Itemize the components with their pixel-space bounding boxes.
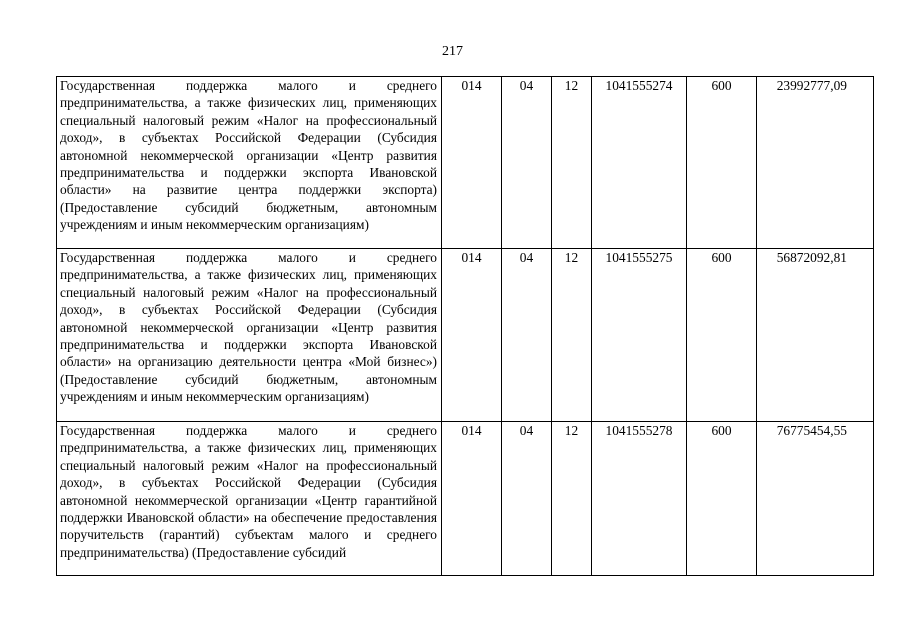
ministry-code: 014	[442, 249, 502, 422]
section-code: 04	[502, 422, 552, 576]
row-description: Государственная поддержка малого и среднего предпринимательства, а также физических лиц, применяющих специальный налоговый режим «Налог на профессиональный доход», в субъектах Российской Федерации (Субсидия автономной некоммерческой организации «Центр развития предпринимательства и поддержки экспорта Ивановской области» на развитие центра поддержки экспорта) (Предоставление субсидий бюджетным, автономным учреждениям и иным некоммерческим организациям)	[57, 77, 442, 249]
page-number: 217	[442, 44, 463, 59]
subsection-code: 12	[552, 249, 592, 422]
table-row	[57, 77, 874, 249]
ministry-code: 014	[442, 422, 502, 576]
target-article-code: 1041555278	[592, 422, 687, 576]
subsection-code: 12	[552, 77, 592, 249]
subsection-code: 12	[552, 422, 592, 576]
amount: 56872092,81	[757, 249, 874, 422]
row-description: Государственная поддержка малого и среднего предпринимательства, а также физических лиц, применяющих специальный налоговый режим «Налог на профессиональный доход», в субъектах Российской Федерации (Субсидия автономной некоммерческой организации «Центр развития предпринимательства и поддержки экспорта Ивановской области» на организацию деятельности центра «Мой бизнес») (Предоставление субсидий бюджетным, автономным учреждениям и иным некоммерческим организациям)	[57, 249, 442, 422]
table-row	[57, 422, 874, 576]
target-article-code: 1041555275	[592, 249, 687, 422]
section-code: 04	[502, 249, 552, 422]
budget-table	[56, 76, 874, 576]
expense-type-code: 600	[687, 249, 757, 422]
expense-type-code: 600	[687, 422, 757, 576]
table-row	[57, 249, 874, 422]
target-article-code: 1041555274	[592, 77, 687, 249]
row-description: Государственная поддержка малого и среднего предпринимательства, а также физических лиц, применяющих специальный налоговый режим «Налог на профессиональный доход», в субъектах Российской Федерации (Субсидия автономной некоммерческой организации «Центр гарантийной поддержки Ивановской области» на обеспечение предоставления поручительств (гарантий) субъектам малого и среднего предпринимательства) (Предоставление субсидий	[60, 423, 437, 560]
row-description-cell	[57, 422, 442, 576]
ministry-code: 014	[442, 77, 502, 249]
section-code: 04	[502, 77, 552, 249]
amount: 76775454,55	[757, 422, 874, 576]
amount: 23992777,09	[757, 77, 874, 249]
expense-type-code: 600	[687, 77, 757, 249]
